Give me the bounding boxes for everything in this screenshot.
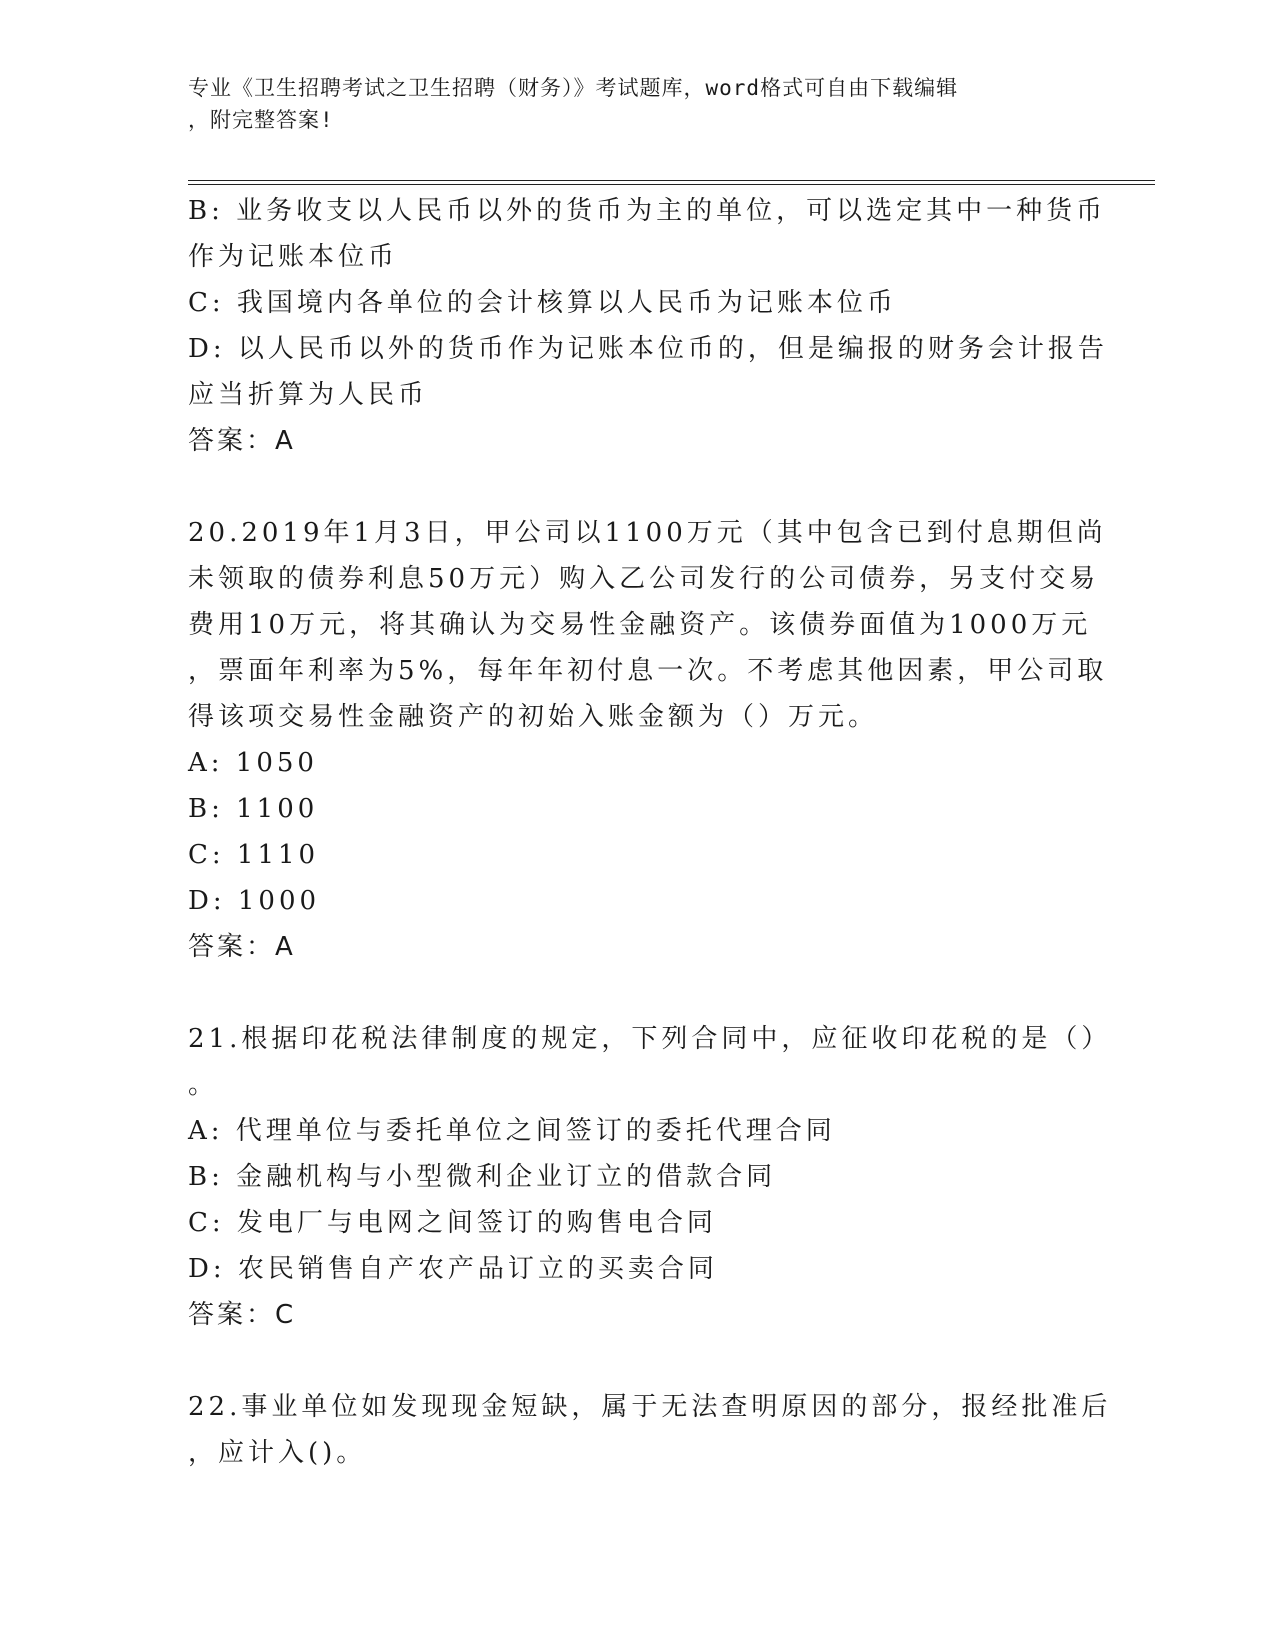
question-stem-line: ，票面年利率为5%，每年年初付息一次。不考虑其他因素，甲公司取 bbox=[188, 656, 1108, 686]
option-c: C: 我国境内各单位的会计核算以人民币为记账本位币 bbox=[188, 288, 897, 318]
question-stem-line: 得该项交易性金融资产的初始入账金额为（）万元。 bbox=[188, 702, 879, 732]
header-divider-bottom bbox=[188, 184, 1155, 185]
question-stem-line: 。 bbox=[188, 1070, 219, 1100]
option-b-line-2: 作为记账本位币 bbox=[188, 242, 399, 272]
option-c: C: 1110 bbox=[188, 840, 320, 870]
option-b: B: 金融机构与小型微利企业订立的借款合同 bbox=[188, 1162, 777, 1192]
question-21 bbox=[188, 1016, 1112, 1338]
question-stem-line: ，应计入()。 bbox=[188, 1438, 367, 1468]
option-d-line-1: D: 以人民币以外的货币作为记账本位币的，但是编报的财务会计报告 bbox=[188, 334, 1108, 364]
answer-label: 答案：A bbox=[188, 932, 296, 962]
option-d-line-2: 应当折算为人民币 bbox=[188, 380, 429, 410]
option-d: D: 农民销售自产农产品订立的买卖合同 bbox=[188, 1254, 718, 1284]
header-title-line-2: ，附完整答案! bbox=[188, 108, 334, 132]
question-stem-line: 费用10万元，将其确认为交易性金融资产。该债券面值为1000万元 bbox=[188, 610, 1092, 640]
question-22 bbox=[188, 1384, 1112, 1476]
question-stem-line: 22.事业单位如发现现金短缺，属于无法查明原因的部分，报经批准后 bbox=[188, 1392, 1112, 1422]
previous-question-block bbox=[188, 188, 1108, 464]
header-title-line-1: 专业《卫生招聘考试之卫生招聘（财务）》考试题库，word格式可自由下载编辑 bbox=[188, 76, 959, 100]
header-divider-top bbox=[188, 180, 1155, 181]
question-content bbox=[188, 188, 1112, 1476]
option-d: D: 1000 bbox=[188, 886, 321, 916]
question-stem-line: 21.根据印花税法律制度的规定，下列合同中，应征收印花税的是（） bbox=[188, 1024, 1112, 1054]
question-20 bbox=[188, 510, 1108, 970]
answer-label: 答案：C bbox=[188, 1300, 297, 1330]
answer-label: 答案：A bbox=[188, 426, 296, 456]
spacer bbox=[188, 464, 1078, 510]
option-a: A: 1050 bbox=[188, 748, 318, 778]
question-stem-line: 20.2019年1月3日，甲公司以1100万元（其中包含已到付息期但尚 bbox=[188, 518, 1107, 548]
option-b: B: 1100 bbox=[188, 794, 319, 824]
spacer bbox=[188, 970, 1078, 1016]
option-b-line-1: B: 业务收支以人民币以外的货币为主的单位，可以选定其中一种货币 bbox=[188, 196, 1107, 226]
option-c: C: 发电厂与电网之间签订的购售电合同 bbox=[188, 1208, 717, 1238]
question-stem-line: 未领取的债券利息50万元）购入乙公司发行的公司债券，另支付交易 bbox=[188, 564, 1100, 594]
spacer bbox=[188, 1338, 1078, 1384]
option-a: A: 代理单位与委托单位之间签订的委托代理合同 bbox=[188, 1116, 836, 1146]
page-header bbox=[188, 72, 1068, 136]
